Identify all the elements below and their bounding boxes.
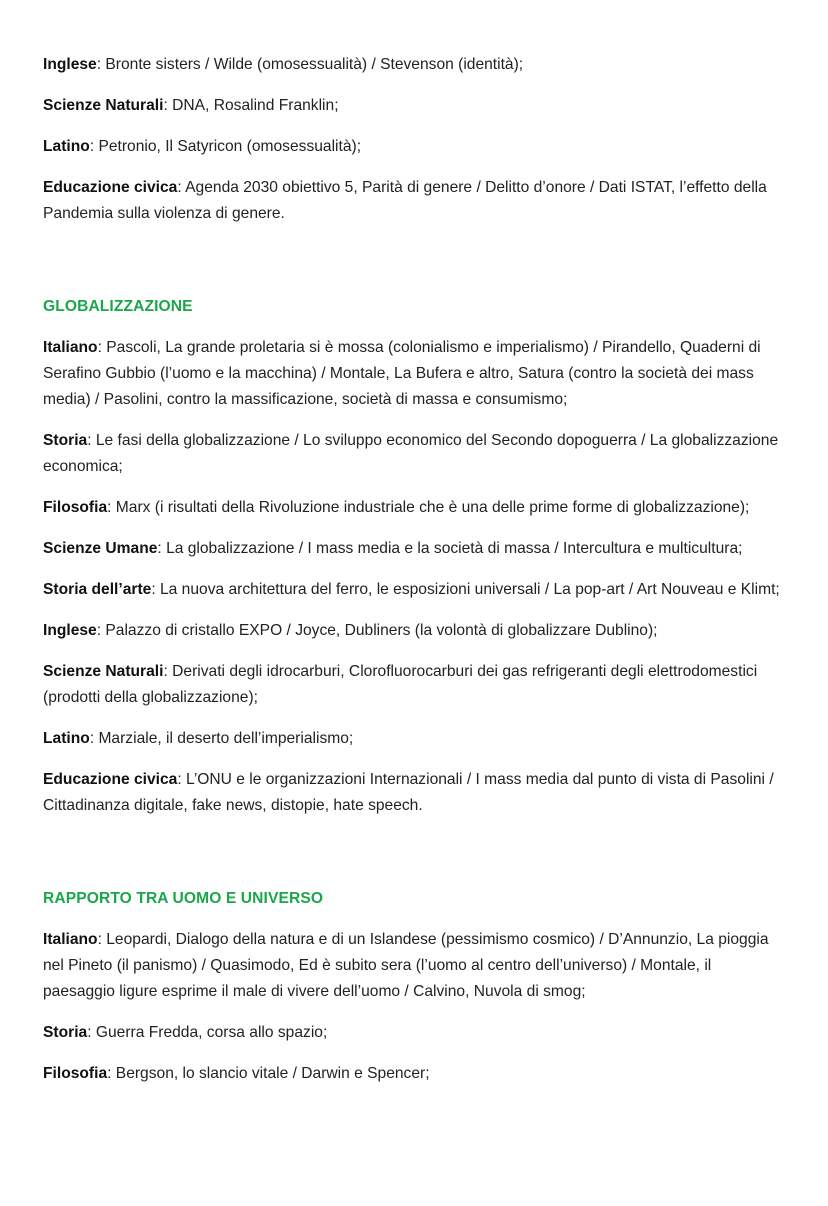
entry-subject: Inglese: [43, 56, 97, 73]
entry-subject: Filosofia: [43, 499, 108, 516]
entry-text: : La globalizzazione / I mass media e la società di massa / Intercultura e multicultura;: [157, 540, 743, 557]
entry-filosofia: [43, 1061, 784, 1087]
entry-subject: Filosofia: [43, 1065, 108, 1082]
entry-text: : Derivati degli idrocarburi, Clorofluorocarburi dei gas refrigeranti degli elettrodomestici (prodotti della globalizzazione);: [43, 663, 758, 706]
entry-subject: Educazione civica: [43, 179, 178, 196]
entry-italiano: [43, 927, 784, 1005]
entry-scienze-naturali: [43, 93, 784, 119]
entry-subject: Italiano: [43, 339, 98, 356]
entry-subject: Scienze Naturali: [43, 97, 164, 114]
section-rapporto-uomo-universo: [43, 886, 784, 1087]
entry-text: : Pascoli, La grande proletaria si è mossa (colonialismo e imperialismo) / Pirandello, Quaderni di Serafino Gubbio (l’uomo e la macchina) / Montale, La Bufera e altro, Satura (contro la società dei mass media) / Pasolini, contro la massificazione, società di massa e consumismo;: [43, 339, 761, 408]
entry-inglese: [43, 618, 784, 644]
section-spacer: [43, 242, 784, 294]
section-title: GLOBALIZZAZIONE: [43, 298, 193, 315]
entry-subject: Latino: [43, 730, 90, 747]
entry-text: : La nuova architettura del ferro, le esposizioni universali / La pop-art / Art Nouveau e Klimt;: [151, 581, 780, 598]
entry-text: : Palazzo di cristallo EXPO / Joyce, Dubliners (la volontà di globalizzare Dublino);: [96, 622, 658, 639]
entry-text: : Agenda 2030 obiettivo 5, Parità di genere / Delitto d’onore / Dati ISTAT, l’effetto della Pandemia sulla violenza di genere.: [43, 179, 767, 222]
entry-storia: [43, 1020, 784, 1046]
entry-text: : Marx (i risultati della Rivoluzione industriale che è una delle prime forme di globalizzazione);: [107, 499, 750, 516]
entry-storia-arte: [43, 577, 784, 603]
entry-text: : Bergson, lo slancio vitale / Darwin e Spencer;: [107, 1065, 430, 1082]
entry-subject: Scienze Naturali: [43, 663, 164, 680]
entry-educazione-civica: [43, 175, 784, 227]
entry-subject: Storia: [43, 432, 88, 449]
entry-educazione-civica: [43, 767, 784, 819]
entry-subject: Italiano: [43, 931, 98, 948]
section-continued: [43, 52, 784, 227]
entry-filosofia: [43, 495, 784, 521]
section-globalizzazione: [43, 294, 784, 819]
section-title: RAPPORTO TRA UOMO E UNIVERSO: [43, 890, 324, 907]
section-spacer: [43, 834, 784, 886]
entry-text: : DNA, Rosalind Franklin;: [163, 97, 339, 114]
entry-text: : Guerra Fredda, corsa allo spazio;: [87, 1024, 328, 1041]
entry-scienze-naturali: [43, 659, 784, 711]
entry-text: : L’ONU e le organizzazioni Internazionali / I mass media dal punto di vista di Pasolini / Cittadinanza digitale, fake news, distopie, hate speech.: [43, 771, 774, 814]
entry-subject: Inglese: [43, 622, 97, 639]
entry-subject: Educazione civica: [43, 771, 178, 788]
entry-text: : Bronte sisters / Wilde (omosessualità) / Stevenson (identità);: [96, 56, 524, 73]
entry-text: : Petronio, Il Satyricon (omosessualità);: [89, 138, 362, 155]
entry-subject: Storia: [43, 1024, 88, 1041]
entry-scienze-umane: [43, 536, 784, 562]
entry-storia: [43, 428, 784, 480]
entry-inglese: [43, 52, 784, 78]
entry-italiano: [43, 335, 784, 413]
entry-text: : Marziale, il deserto dell’imperialismo;: [89, 730, 354, 747]
entry-latino: [43, 134, 784, 160]
entry-subject: Scienze Umane: [43, 540, 158, 557]
entry-text: : Leopardi, Dialogo della natura e di un Islandese (pessimismo cosmico) / D’Annunzio, La pioggia nel Pineto (il panismo) / Quasimodo, Ed è subito sera (l’uomo al centro dell’universo) / Montale, il paesaggio ligure esprime il male di vivere dell’uomo / Calvino, Nuvola di smog;: [43, 931, 769, 1000]
entry-latino: [43, 726, 784, 752]
entry-subject: Storia dell’arte: [43, 581, 152, 598]
entry-text: : Le fasi della globalizzazione / Lo sviluppo economico del Secondo dopoguerra / La globalizzazione economica;: [43, 432, 779, 475]
entry-subject: Latino: [43, 138, 90, 155]
